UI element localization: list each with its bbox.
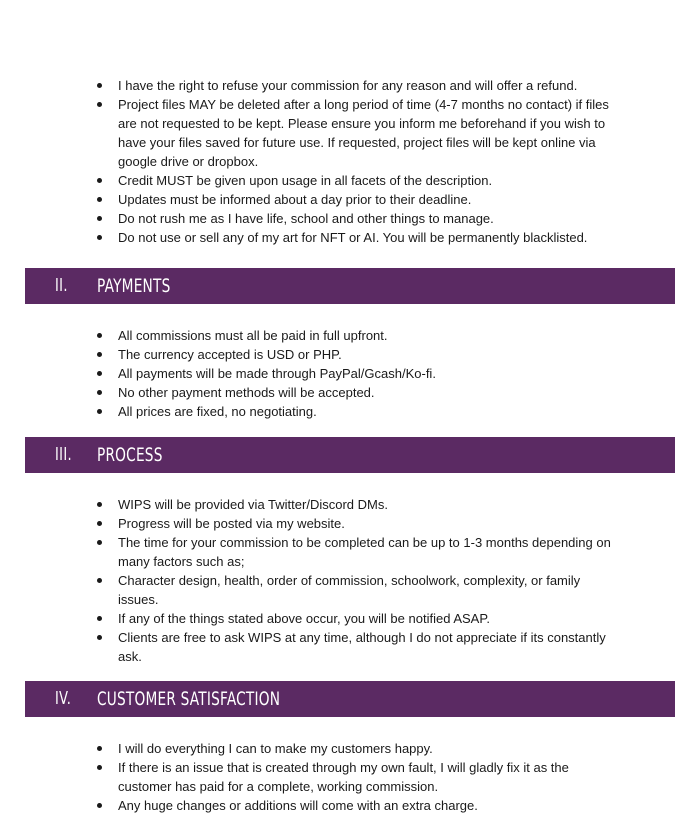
list-item: All prices are fixed, no negotiating. — [0, 402, 698, 421]
payments-list — [0, 326, 698, 421]
list-item: Project files MAY be deleted after a long period of time (4-7 months no contact) if files are not requested to be kept. Please ensure you inform me beforehand if you wish to have your files saved for future use. If requested, project files will be kept online via google drive or dropbox. — [0, 95, 698, 171]
list-item: If there is an issue that is created through my own fault, I will gladly fix it as the customer has paid for a complete, working commission. — [0, 758, 698, 796]
list-item: All payments will be made through PayPal/Gcash/Ko-fi. — [0, 364, 698, 383]
list-item: Credit MUST be given upon usage in all facets of the description. — [0, 171, 698, 190]
list-item: If any of the things stated above occur, you will be notified ASAP. — [0, 609, 698, 628]
list-item: WIPS will be provided via Twitter/Discord DMs. — [0, 495, 698, 514]
list-item: Progress will be posted via my website. — [0, 514, 698, 533]
section-header-customer-satisfaction — [25, 681, 675, 717]
section-title: PROCESS — [97, 444, 163, 466]
list-item: All commissions must all be paid in full upfront. — [0, 326, 698, 345]
list-item: Do not rush me as I have life, school and other things to manage. — [0, 209, 698, 228]
section-title: PAYMENTS — [97, 275, 171, 297]
list-item: The currency accepted is USD or PHP. — [0, 345, 698, 364]
list-item: Do not use or sell any of my art for NFT or AI. You will be permanently blacklisted. — [0, 228, 698, 247]
list-item: Updates must be informed about a day prior to their deadline. — [0, 190, 698, 209]
list-item: Any huge changes or additions will come with an extra charge. — [0, 796, 698, 815]
list-item: Character design, health, order of commission, schoolwork, complexity, or family issues. — [0, 571, 698, 609]
section-header-payments — [25, 268, 675, 304]
list-item: I will do everything I can to make my customers happy. — [0, 739, 698, 758]
list-item: I have the right to refuse your commission for any reason and will offer a refund. — [0, 76, 698, 95]
list-item: Clients are free to ask WIPS at any time, although I do not appreciate if its constantly ask. — [0, 628, 698, 666]
section-numeral: II. — [55, 275, 68, 296]
section-numeral: III. — [55, 444, 73, 465]
section-header-process — [25, 437, 675, 473]
section-title: CUSTOMER SATISFACTION — [97, 688, 281, 710]
process-list — [0, 495, 698, 666]
customer-satisfaction-list — [0, 739, 698, 815]
list-item: No other payment methods will be accepted. — [0, 383, 698, 402]
terms-list — [0, 76, 698, 247]
list-item: The time for your commission to be completed can be up to 1-3 months depending on many factors such as; — [0, 533, 698, 571]
section-numeral: IV. — [55, 688, 72, 709]
